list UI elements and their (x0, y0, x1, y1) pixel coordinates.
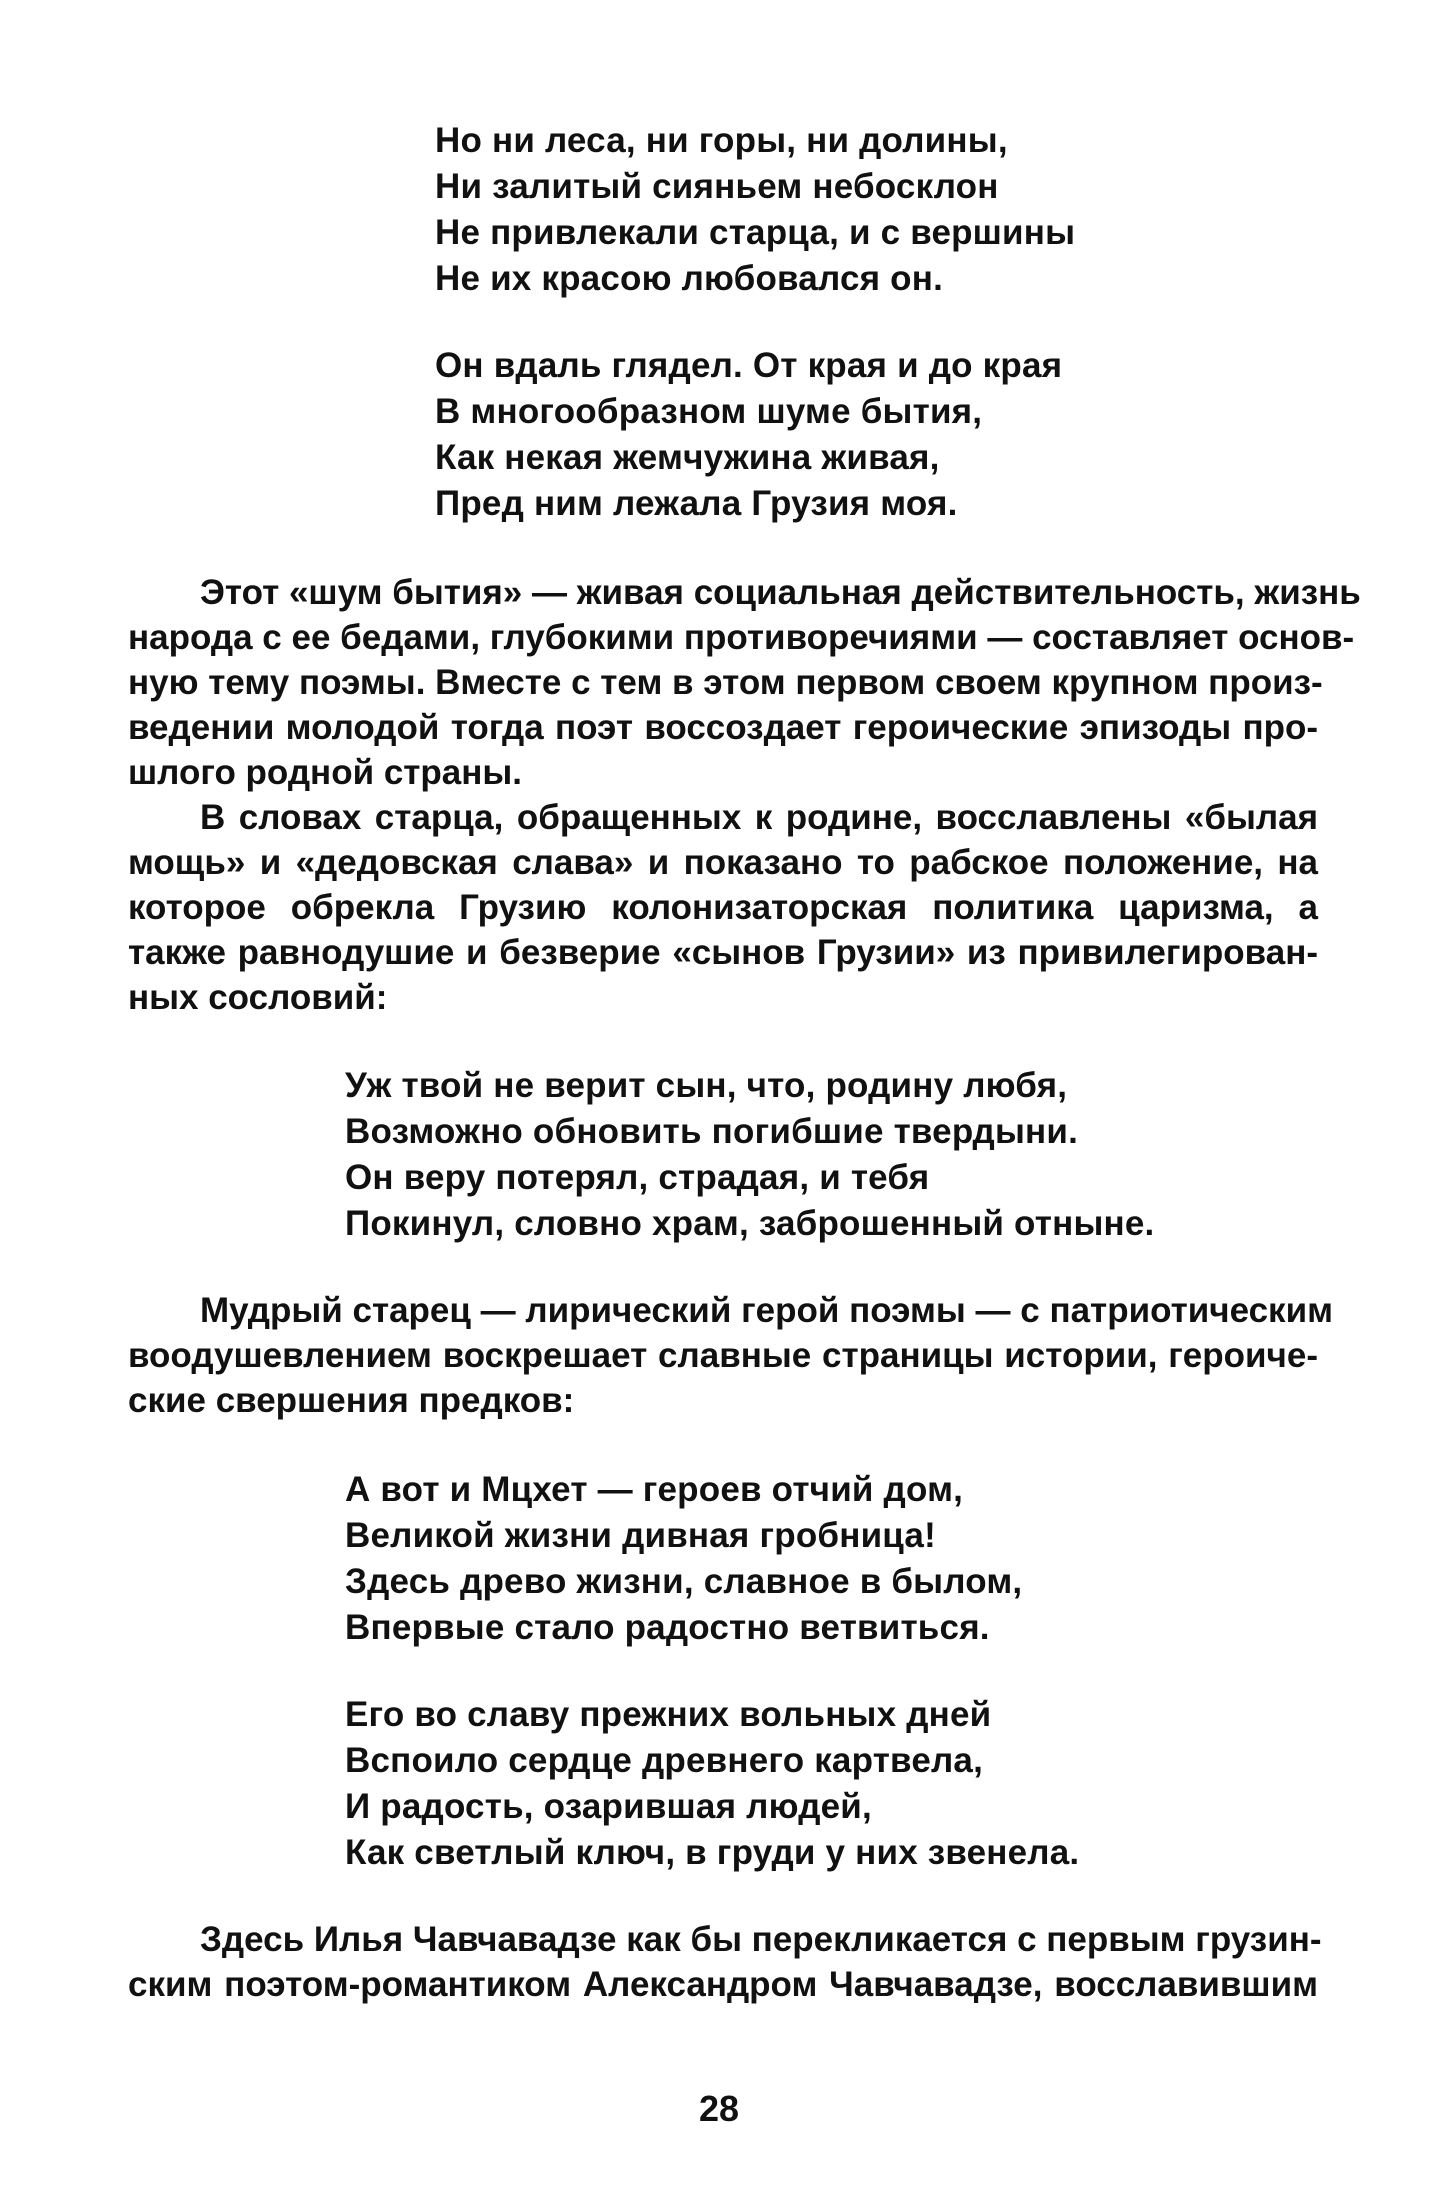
verse-line: Но ни леса, ни горы, ни долины, (435, 121, 1008, 160)
verse-line: И радость, озарившая людей, (345, 1787, 872, 1826)
prose-line: ных сословий: (128, 978, 388, 1017)
prose-line: ведении молодой тогда поэт воссоздает героические эпизоды про- (128, 708, 1318, 747)
prose-line: ную тему поэмы. Вместе с тем в этом первом своем крупном произ- (128, 663, 1323, 702)
prose-line: В словах старца, обращенных к родине, восславлены «былая (200, 798, 1318, 837)
verse-line: Вспоило сердце древнего картвела, (345, 1741, 984, 1780)
prose-line: ским поэтом-романтиком Александром Чавчавадзе, восславившим (128, 1965, 1318, 2004)
prose-line: ские свершения предков: (128, 1381, 575, 1420)
poem-stanza-3 (345, 1063, 1154, 1247)
verse-line: Не их красою любовался он. (435, 259, 944, 298)
prose-line: Мудрый старец — лирический герой поэмы — с патриотическим (200, 1291, 1333, 1330)
verse-line: Он вдаль глядел. От края и до края (435, 346, 1063, 385)
verse-line: Уж твой не верит сын, что, родину любя, (345, 1066, 1068, 1105)
verse-line: Не привлекали старца, и с вершины (435, 213, 1076, 252)
verse-line: Покинул, словно храм, заброшенный отныне. (345, 1204, 1155, 1243)
prose-line: народа с ее бедами, глубокими противоречиями — составляет основ- (128, 618, 1355, 657)
verse-line: Здесь древо жизни, славное в былом, (345, 1562, 1023, 1601)
prose-line: воодушевлением воскрешает славные страницы истории, героиче- (128, 1336, 1318, 1375)
verse-line: Великой жизни дивная гробница! (345, 1516, 936, 1555)
verse-line: Возможно обновить погибшие твердыни. (345, 1112, 1079, 1151)
prose-line: также равнодушие и безверие «сынов Грузии» из привилегирован- (128, 933, 1318, 972)
verse-line: Он веру потерял, страдая, и тебя (345, 1158, 930, 1197)
verse-line: Как некая жемчужина живая, (435, 438, 940, 477)
verse-line: В многообразном шуме бытия, (435, 392, 983, 431)
poem-stanza-5 (345, 1692, 1079, 1876)
page-number: 28 (698, 2088, 740, 2129)
prose-line: Здесь Илья Чавчавадзе как бы перекликается с первым грузин- (200, 1920, 1322, 1959)
verse-line: Впервые стало радостно ветвиться. (345, 1608, 990, 1647)
poem-stanza-2 (435, 343, 1062, 527)
prose-line: которое обрекла Грузию колонизаторская политика царизма, а (128, 888, 1318, 927)
prose-paragraph-1 (128, 570, 1361, 795)
prose-line: шлого родной страны. (128, 753, 523, 792)
prose-paragraph-3 (128, 1288, 1333, 1423)
verse-line: Пред ним лежала Грузия моя. (435, 484, 958, 523)
poem-stanza-4 (345, 1467, 1022, 1651)
prose-paragraph-2 (128, 795, 1318, 1020)
verse-line: Как светлый ключ, в груди у них звенела. (345, 1833, 1080, 1872)
prose-paragraph-4 (128, 1917, 1322, 2007)
prose-line: мощь» и «дедовская слава» и показано то рабское положение, на (128, 843, 1318, 882)
prose-line: Этот «шум бытия» — живая социальная действительность, жизнь (200, 573, 1361, 612)
verse-line: А вот и Мцхет — героев отчий дом, (345, 1470, 964, 1509)
verse-line: Его во славу прежних вольных дней (345, 1695, 992, 1734)
poem-stanza-1 (435, 118, 1075, 302)
verse-line: Ни залитый сияньем небосклон (435, 167, 999, 206)
